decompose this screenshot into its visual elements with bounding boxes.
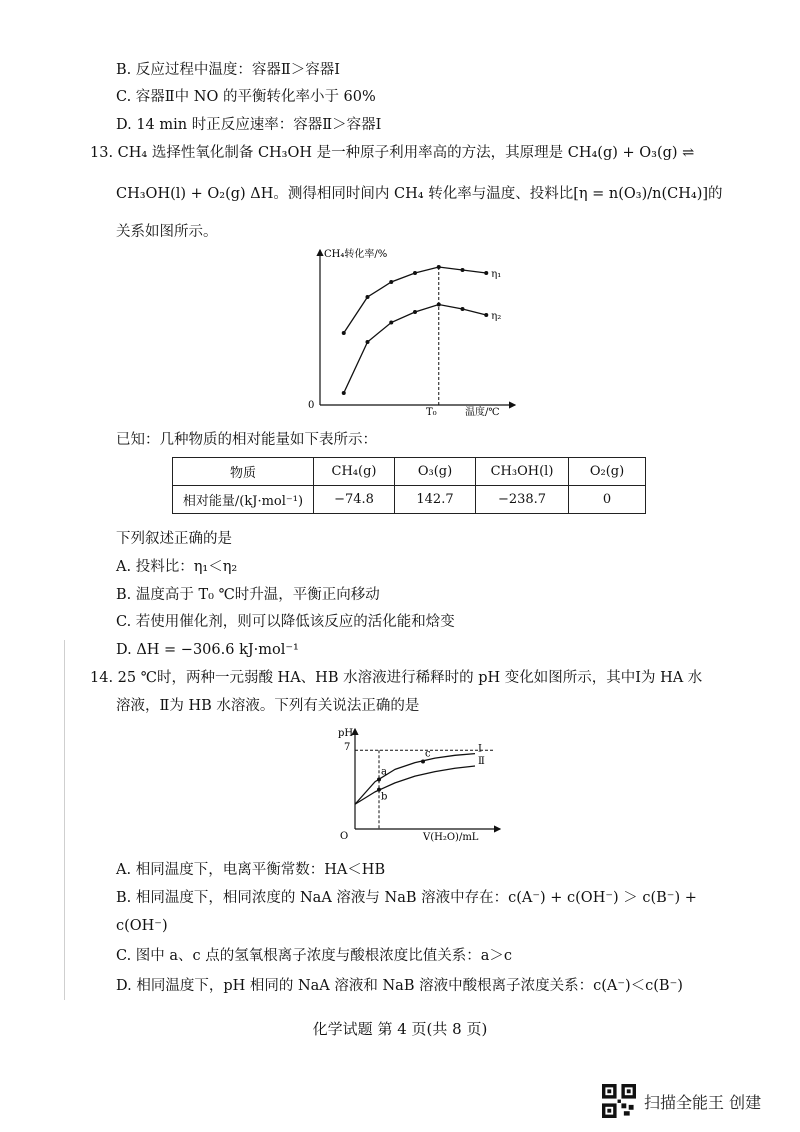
table-header: O₂(g) [569, 458, 646, 486]
q14-stem-line1: 14. 25 ℃时，两种一元弱酸 HA、HB 水溶液进行稀释时的 pH 变化如图所示，其中Ⅰ为 HA 水 [90, 670, 703, 686]
table-cell: 142.7 [395, 486, 476, 514]
t0-label: T₀ [426, 407, 437, 418]
series-curve-2 [355, 766, 475, 804]
q14-option-b-line1: B. 相同温度下，相同浓度的 NaA 溶液与 NaB 溶液中存在：c(A⁻) + c(OH⁻) ＞ c(B⁻) + [116, 890, 697, 906]
data-point [389, 321, 393, 325]
data-point [437, 303, 441, 307]
series-line-2 [344, 305, 487, 394]
x-axis-label: 温度/℃ [465, 407, 500, 418]
table-header: CH₄(g) [314, 458, 395, 486]
q14-option-c: C. 图中 a、c 点的氢氧根离子浓度与酸根浓度比值关系：a＞c [116, 948, 513, 964]
series-curve-1 [355, 754, 475, 805]
y-axis-label: pH [338, 728, 354, 739]
series-label: Ⅰ [478, 743, 482, 755]
q14-option-b-line2: c(OH⁻) [116, 918, 168, 934]
data-point [342, 391, 346, 395]
q13-question: 下列叙述正确的是 [116, 531, 232, 547]
data-point [461, 268, 465, 272]
q13-stem-line1: 13. CH₄ 选择性氧化制备 CH₃OH 是一种原子利用率高的方法，其原理是 CH₄(g) + O₃(g) ⇌ [90, 145, 695, 161]
point-label: a [381, 766, 387, 778]
scanner-watermark [602, 1084, 761, 1118]
point-a [377, 778, 381, 782]
q12-option-c: C. 容器Ⅱ中 NO 的平衡转化率小于 60% [116, 89, 376, 105]
q13-stem-line2: CH₃OH(l) + O₂(g) ΔH。测得相同时间内 CH₄ 转化率与温度、投料比[η = n(O₃)/n(CH₄)]的 [116, 186, 723, 202]
data-point [342, 331, 346, 335]
series-label: Ⅱ [478, 756, 485, 767]
data-point [413, 310, 417, 314]
q14-option-d: D. 相同温度下，pH 相同的 NaA 溶液和 NaB 溶液中酸根离子浓度关系：c(A⁻)＜c(B⁻) [116, 978, 683, 994]
table-header: 物质 [173, 458, 314, 486]
series-label: η₁ [491, 269, 502, 280]
q13-stem-line3: 关系如图所示。 [116, 224, 218, 240]
origin-label: 0 [308, 400, 315, 411]
q13-option-c: C. 若使用催化剂，则可以降低该反应的活化能和焓变 [116, 614, 455, 630]
data-point [413, 271, 417, 275]
data-point [389, 280, 393, 284]
qr-code-icon [602, 1084, 636, 1118]
q13-option-b: B. 温度高于 T₀ ℃时升温，平衡正向移动 [116, 587, 380, 603]
table-cell: −238.7 [476, 486, 569, 514]
ch4-conversion-chart [290, 245, 520, 425]
data-point [484, 271, 488, 275]
page-footer: 化学试题 第 4 页(共 8 页) [312, 1020, 488, 1038]
ph-dilution-chart [335, 724, 510, 846]
table-row-label: 相对能量/(kJ·mol⁻¹) [173, 486, 314, 514]
data-point [366, 340, 370, 344]
data-point [484, 313, 488, 317]
table-cell: −74.8 [314, 486, 395, 514]
watermark-text: 扫描全能王 创建 [644, 1092, 762, 1112]
margin-line [64, 640, 65, 1000]
q13-option-d: D. ΔH = −306.6 kJ·mol⁻¹ [116, 642, 299, 658]
relative-energy-table [172, 457, 646, 514]
table-header: O₃(g) [395, 458, 476, 486]
point-c [421, 760, 425, 764]
q13-option-a: A. 投料比：η₁＜η₂ [116, 559, 238, 575]
table-row [173, 486, 646, 514]
table-cell: 0 [569, 486, 646, 514]
series-line-1 [344, 267, 487, 333]
data-point [461, 307, 465, 311]
table-header: CH₃OH(l) [476, 458, 569, 486]
point-label: c [425, 748, 431, 760]
x-axis-label: V(H₂O)/mL [423, 832, 479, 843]
data-point [366, 295, 370, 299]
q14-option-a: A. 相同温度下，电离平衡常数：HA＜HB [116, 862, 386, 878]
point-label: b [381, 791, 388, 803]
table-header-row [173, 458, 646, 486]
q14-stem-line2: 溶液，Ⅱ为 HB 水溶液。下列有关说法正确的是 [116, 698, 420, 714]
data-point [437, 265, 441, 269]
q12-option-d: D. 14 min 时正反应速率：容器Ⅱ＞容器Ⅰ [116, 117, 382, 133]
q12-option-b: B. 反应过程中温度：容器Ⅱ＞容器Ⅰ [116, 62, 340, 78]
origin-label: O [340, 831, 349, 842]
q13-known: 已知：几种物质的相对能量如下表所示： [116, 432, 377, 448]
ph7-label: 7 [344, 742, 351, 753]
y-axis-label: CH₄转化率/% [324, 249, 388, 260]
series-label: η₂ [491, 311, 502, 322]
